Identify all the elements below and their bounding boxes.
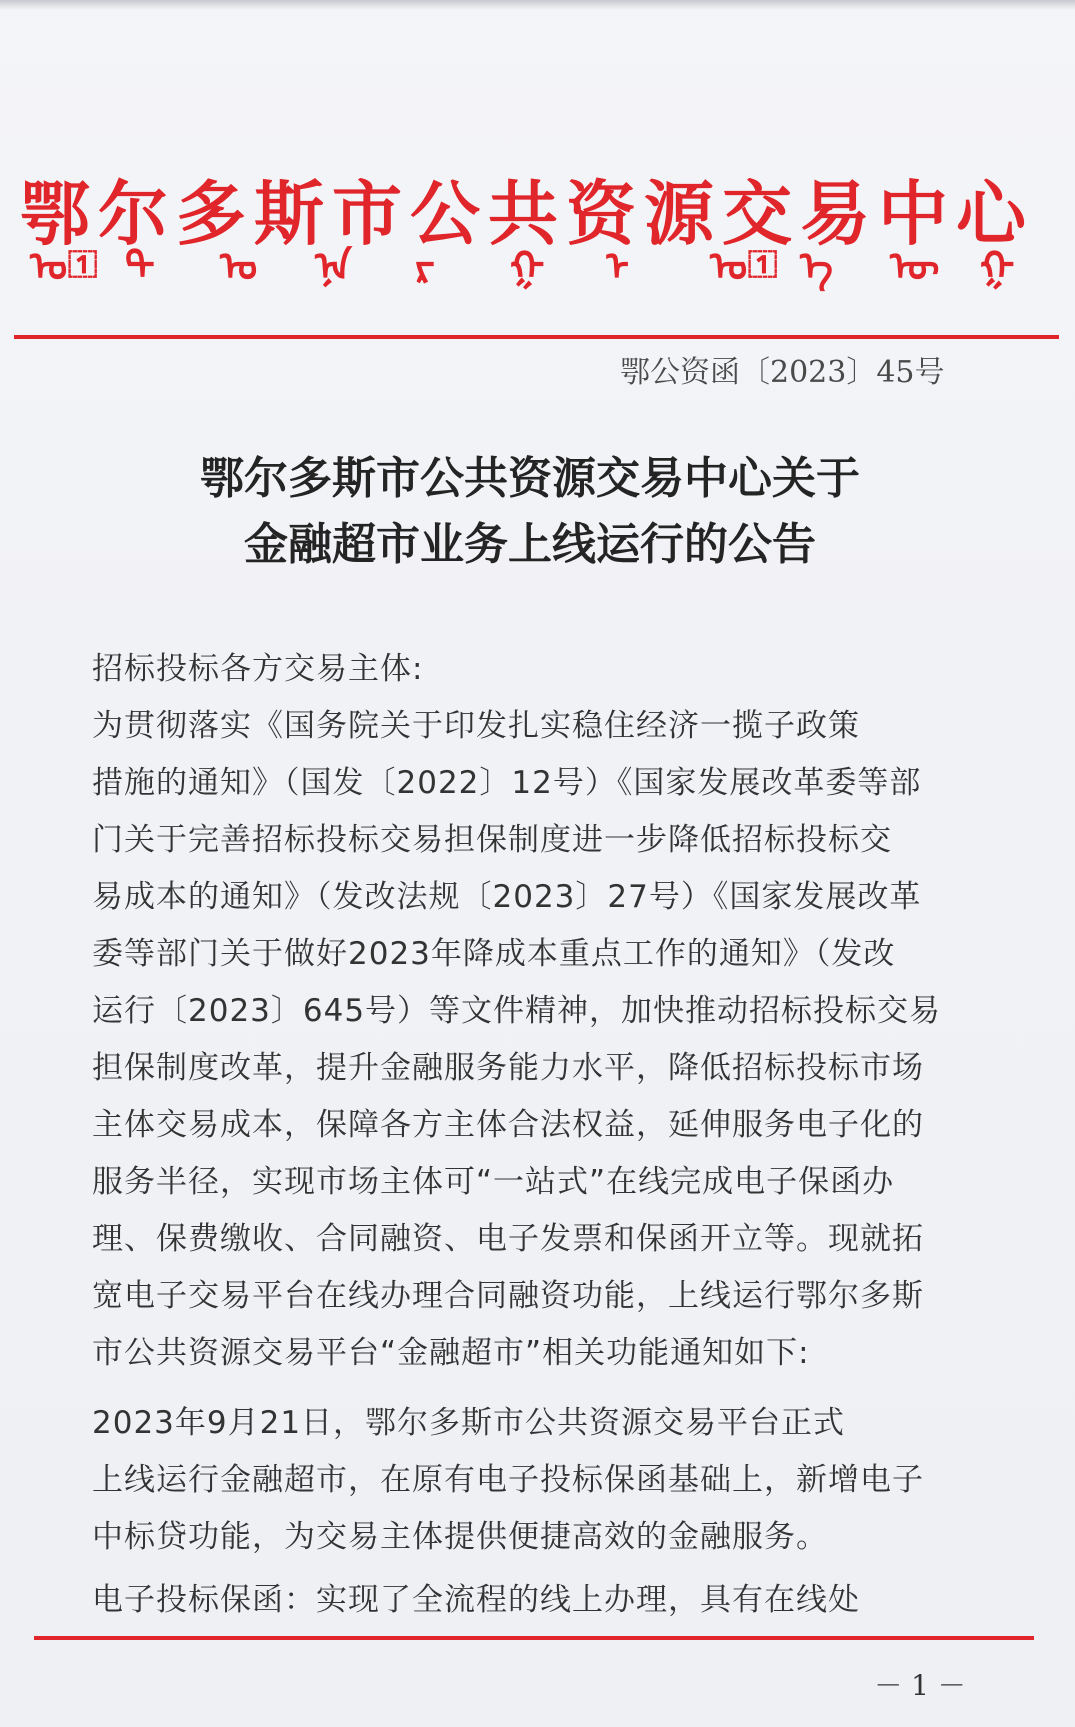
body-text-line: 2023年9月21日，鄂尔多斯市公共资源交易平台正式 [92, 1405, 846, 1441]
mongolian-glyph: ᠭ [980, 244, 1015, 290]
body-text-line: 市公共资源交易平台“金融超市”相关功能通知如下: [92, 1335, 810, 1371]
mongolian-glyph: ᠨᠡ [315, 244, 352, 290]
body-text-line: 服务半径，实现市场主体可“一站式”在线完成电子保函办 [92, 1164, 895, 1200]
body-text-line: 理、保费缴收、合同融资、电子发票和保函开立等。现就拓 [92, 1221, 924, 1257]
mongolian-glyph: ᠨ᠋ [605, 244, 630, 290]
body-text-line: 上线运行金融超市，在原有电子投标保函基础上，新增电子 [92, 1462, 924, 1498]
body-text-line: 主体交易成本，保障各方主体合法权益，延伸服务电子化的 [92, 1107, 924, 1143]
mongolian-glyph: ᠬ᠋ [510, 244, 545, 290]
document-title-line-2: 金融超市业务上线运行的公告 [244, 519, 816, 570]
mongolian-glyph: ᠤ [220, 244, 258, 290]
footer-red-rule [34, 1636, 1034, 1640]
salutation: 招标投标各方交易主体: [92, 651, 424, 687]
body-text-line: 电子投标保函：实现了全流程的线上办理，具有在线处 [92, 1582, 860, 1618]
mongolian-glyph: ᠡ [800, 244, 833, 290]
document-title-line-1: 鄂尔多斯市公共资源交易中心关于 [200, 453, 860, 504]
document-number: 鄂公资函〔2023〕45号 [620, 355, 945, 390]
body-text-line: 中标贷功能，为交易主体提供便捷高效的金融服务。 [92, 1519, 828, 1555]
letterhead-title: 鄂尔多斯市公共资源交易中心 [20, 172, 1034, 255]
body-text-line: 运行〔2023〕645号）等文件精神，加快推动招标投标交易 [92, 993, 942, 1029]
body-text-line: 易成本的通知》（发改法规〔2023〕27号）《国家发展改革 [92, 879, 922, 915]
body-text-line: 措施的通知》（国发〔2022〕12号）《国家发展改革委等部 [92, 765, 922, 801]
mongolian-glyph: ᠦ [890, 244, 940, 290]
body-text-line: 为贯彻落实《国务院关于印发扎实稳住经济一揽子政策 [92, 708, 860, 744]
mongolian-glyph: ᠳ᠋ [125, 244, 155, 290]
mongolian-glyph: ᠣ᠋ [710, 244, 779, 290]
mongolian-glyph: ᠣ᠋ [30, 244, 99, 290]
letterhead-mongolian-script [30, 240, 1040, 295]
page-number: － 1 － [874, 1669, 966, 1702]
body-text-line: 委等部门关于做好2023年降成本重点工作的通知》（发改 [92, 936, 896, 972]
mongolian-glyph: ᠷ [415, 244, 435, 290]
page-top-shadow [0, 0, 1075, 10]
body-text-line: 宽电子交易平台在线办理合同融资功能，上线运行鄂尔多斯 [92, 1278, 924, 1314]
letterhead-red-rule [14, 335, 1059, 339]
body-text-line: 门关于完善招标投标交易担保制度进一步降低招标投标交 [92, 822, 892, 858]
body-text-line: 担保制度改革，提升金融服务能力水平，降低招标投标市场 [92, 1050, 924, 1086]
